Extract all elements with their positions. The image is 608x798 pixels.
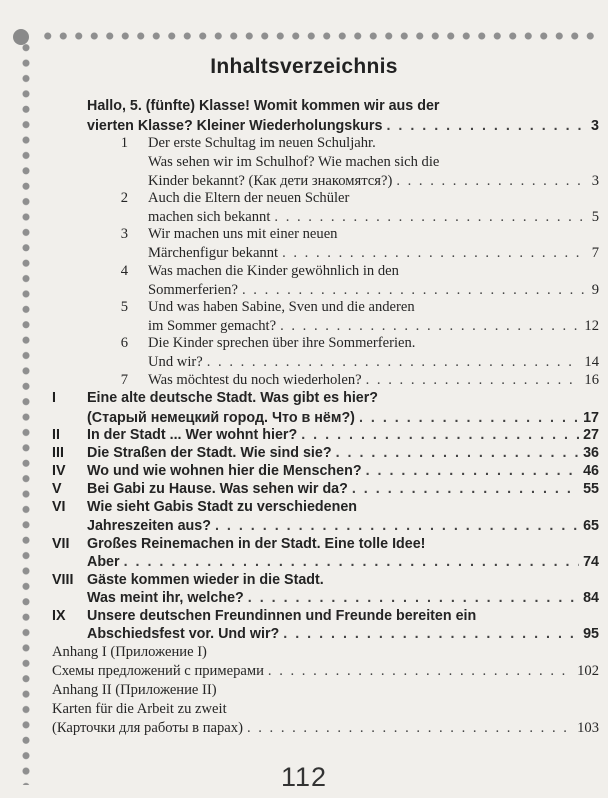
- lesson-line: im Sommer gemacht? . . . 12: [148, 317, 599, 335]
- appendix-line: Anhang I (Приложение I): [52, 644, 207, 660]
- chapter-line: Unsere deutschen Freundinnen und Freunde bereiten ein: [87, 608, 477, 624]
- appendix-line: Anhang II (Приложение II): [52, 682, 217, 698]
- page-title: Inhaltsverzeichnis: [210, 55, 398, 78]
- lesson-line: Kinder bekannt? (Как дети знакомятся?) . . . 3: [148, 172, 599, 190]
- lesson-number: 4: [120, 263, 128, 279]
- dot-leader: [248, 589, 579, 607]
- chapter-line: Gäste kommen wieder in die Stadt.: [87, 572, 324, 588]
- page-number: 112: [280, 762, 328, 792]
- dot-leader: [242, 281, 588, 299]
- lesson-line: Was machen die Kinder gewöhnlich in den: [148, 263, 399, 279]
- appendix-line: (Карточки для работы в парах) . . . 103: [52, 719, 599, 737]
- dot-leader: [352, 480, 579, 498]
- dot-leader: [268, 662, 573, 680]
- chapter-number: V: [52, 481, 62, 497]
- dot-leader: [366, 462, 580, 480]
- lesson-line: machen sich bekannt . . . 5: [148, 208, 599, 226]
- lesson-line: Der erste Schultag im neuen Schuljahr.: [148, 135, 376, 151]
- lesson-line: Und was haben Sabine, Sven und die anderen: [148, 299, 415, 315]
- dot-leader: [282, 244, 588, 262]
- chapter-line: Was meint ihr, welche? . . . 84: [87, 589, 599, 607]
- chapter-line: Abschiedsfest vor. Und wir? . . . 95: [87, 625, 599, 643]
- chapter-line: Eine alte deutsche Stadt. Was gibt es hier?: [87, 390, 379, 406]
- dot-leader: [283, 625, 579, 643]
- appendix-line: Схемы предложений с примерами . . . 102: [52, 662, 599, 680]
- lesson-number: 1: [120, 135, 128, 151]
- lesson-number: 5: [120, 299, 128, 315]
- lesson-line: Was möchtest du noch wiederholen? . . . 16: [148, 371, 599, 389]
- chapter-line: (Старый немецкий город. Что в нём?) . . . 17: [87, 409, 599, 427]
- chapter-number: VII: [52, 536, 70, 552]
- dot-leader: [336, 444, 580, 462]
- lesson-number: 6: [120, 335, 128, 351]
- chapter-number: II: [52, 427, 60, 443]
- dot-leader: [280, 317, 580, 335]
- lesson-line: Auch die Eltern der neuen Schüler: [148, 190, 350, 206]
- dot-leader: [359, 409, 579, 427]
- dot-leader: [124, 553, 580, 571]
- dot-leader: [366, 371, 581, 389]
- chapter-number: IX: [52, 608, 66, 624]
- chapter-line: In der Stadt ... Wer wohnt hier? . . . 27: [87, 426, 599, 444]
- lesson-line: Und wir? . . . 14: [148, 353, 599, 371]
- dot-leader: [274, 208, 587, 226]
- dot-leader: [207, 353, 581, 371]
- chapter-line: Bei Gabi zu Hause. Was sehen wir da? . . . 55: [87, 480, 599, 498]
- chapter-number: VI: [52, 499, 66, 515]
- chapter-number: III: [52, 445, 64, 461]
- lesson-line: Was sehen wir im Schulhof? Wie machen sich die: [148, 154, 440, 170]
- chapter-number: I: [52, 390, 56, 406]
- chapter-number: VIII: [52, 572, 74, 588]
- chapter-number: IV: [52, 463, 66, 479]
- lesson-number: 7: [120, 372, 128, 388]
- chapter-line: Aber . . . 74: [87, 553, 599, 571]
- chapter-line: Die Straßen der Stadt. Wie sind sie? . . . 36: [87, 444, 599, 462]
- dotted-border-top: [40, 30, 600, 42]
- chapter-line: Großes Reinemachen in der Stadt. Eine tolle Idee!: [87, 536, 426, 552]
- dot-leader: [386, 117, 587, 135]
- dot-leader: [247, 719, 573, 737]
- dot-leader: [396, 172, 587, 190]
- appendix-line: Karten für die Arbeit zu zweit: [52, 701, 227, 717]
- dotted-border-left: [20, 40, 32, 785]
- lesson-number: 3: [120, 226, 128, 242]
- dot-leader: [301, 426, 579, 444]
- chapter-line: Wie sieht Gabis Stadt zu verschiedenen: [87, 499, 358, 515]
- lesson-line: Wir machen uns mit einer neuen: [148, 226, 338, 242]
- lesson-line: Sommerferien? . . . 9: [148, 281, 599, 299]
- intro-line-1: Hallo, 5. (fünfte) Klasse! Womit kommen wir aus der: [87, 98, 440, 114]
- lesson-line: Die Kinder sprechen über ihre Sommerferien.: [148, 335, 416, 351]
- lesson-line: Märchenfigur bekannt . . . 7: [148, 244, 599, 262]
- intro-line-2: vierten Klasse? Kleiner Wiederholungskurs . . . 3: [87, 117, 599, 135]
- dot-leader: [215, 517, 579, 535]
- lesson-number: 2: [120, 190, 128, 206]
- chapter-line: Wo und wie wohnen hier die Menschen? . . . 46: [87, 462, 599, 480]
- chapter-line: Jahreszeiten aus? . . . 65: [87, 517, 599, 535]
